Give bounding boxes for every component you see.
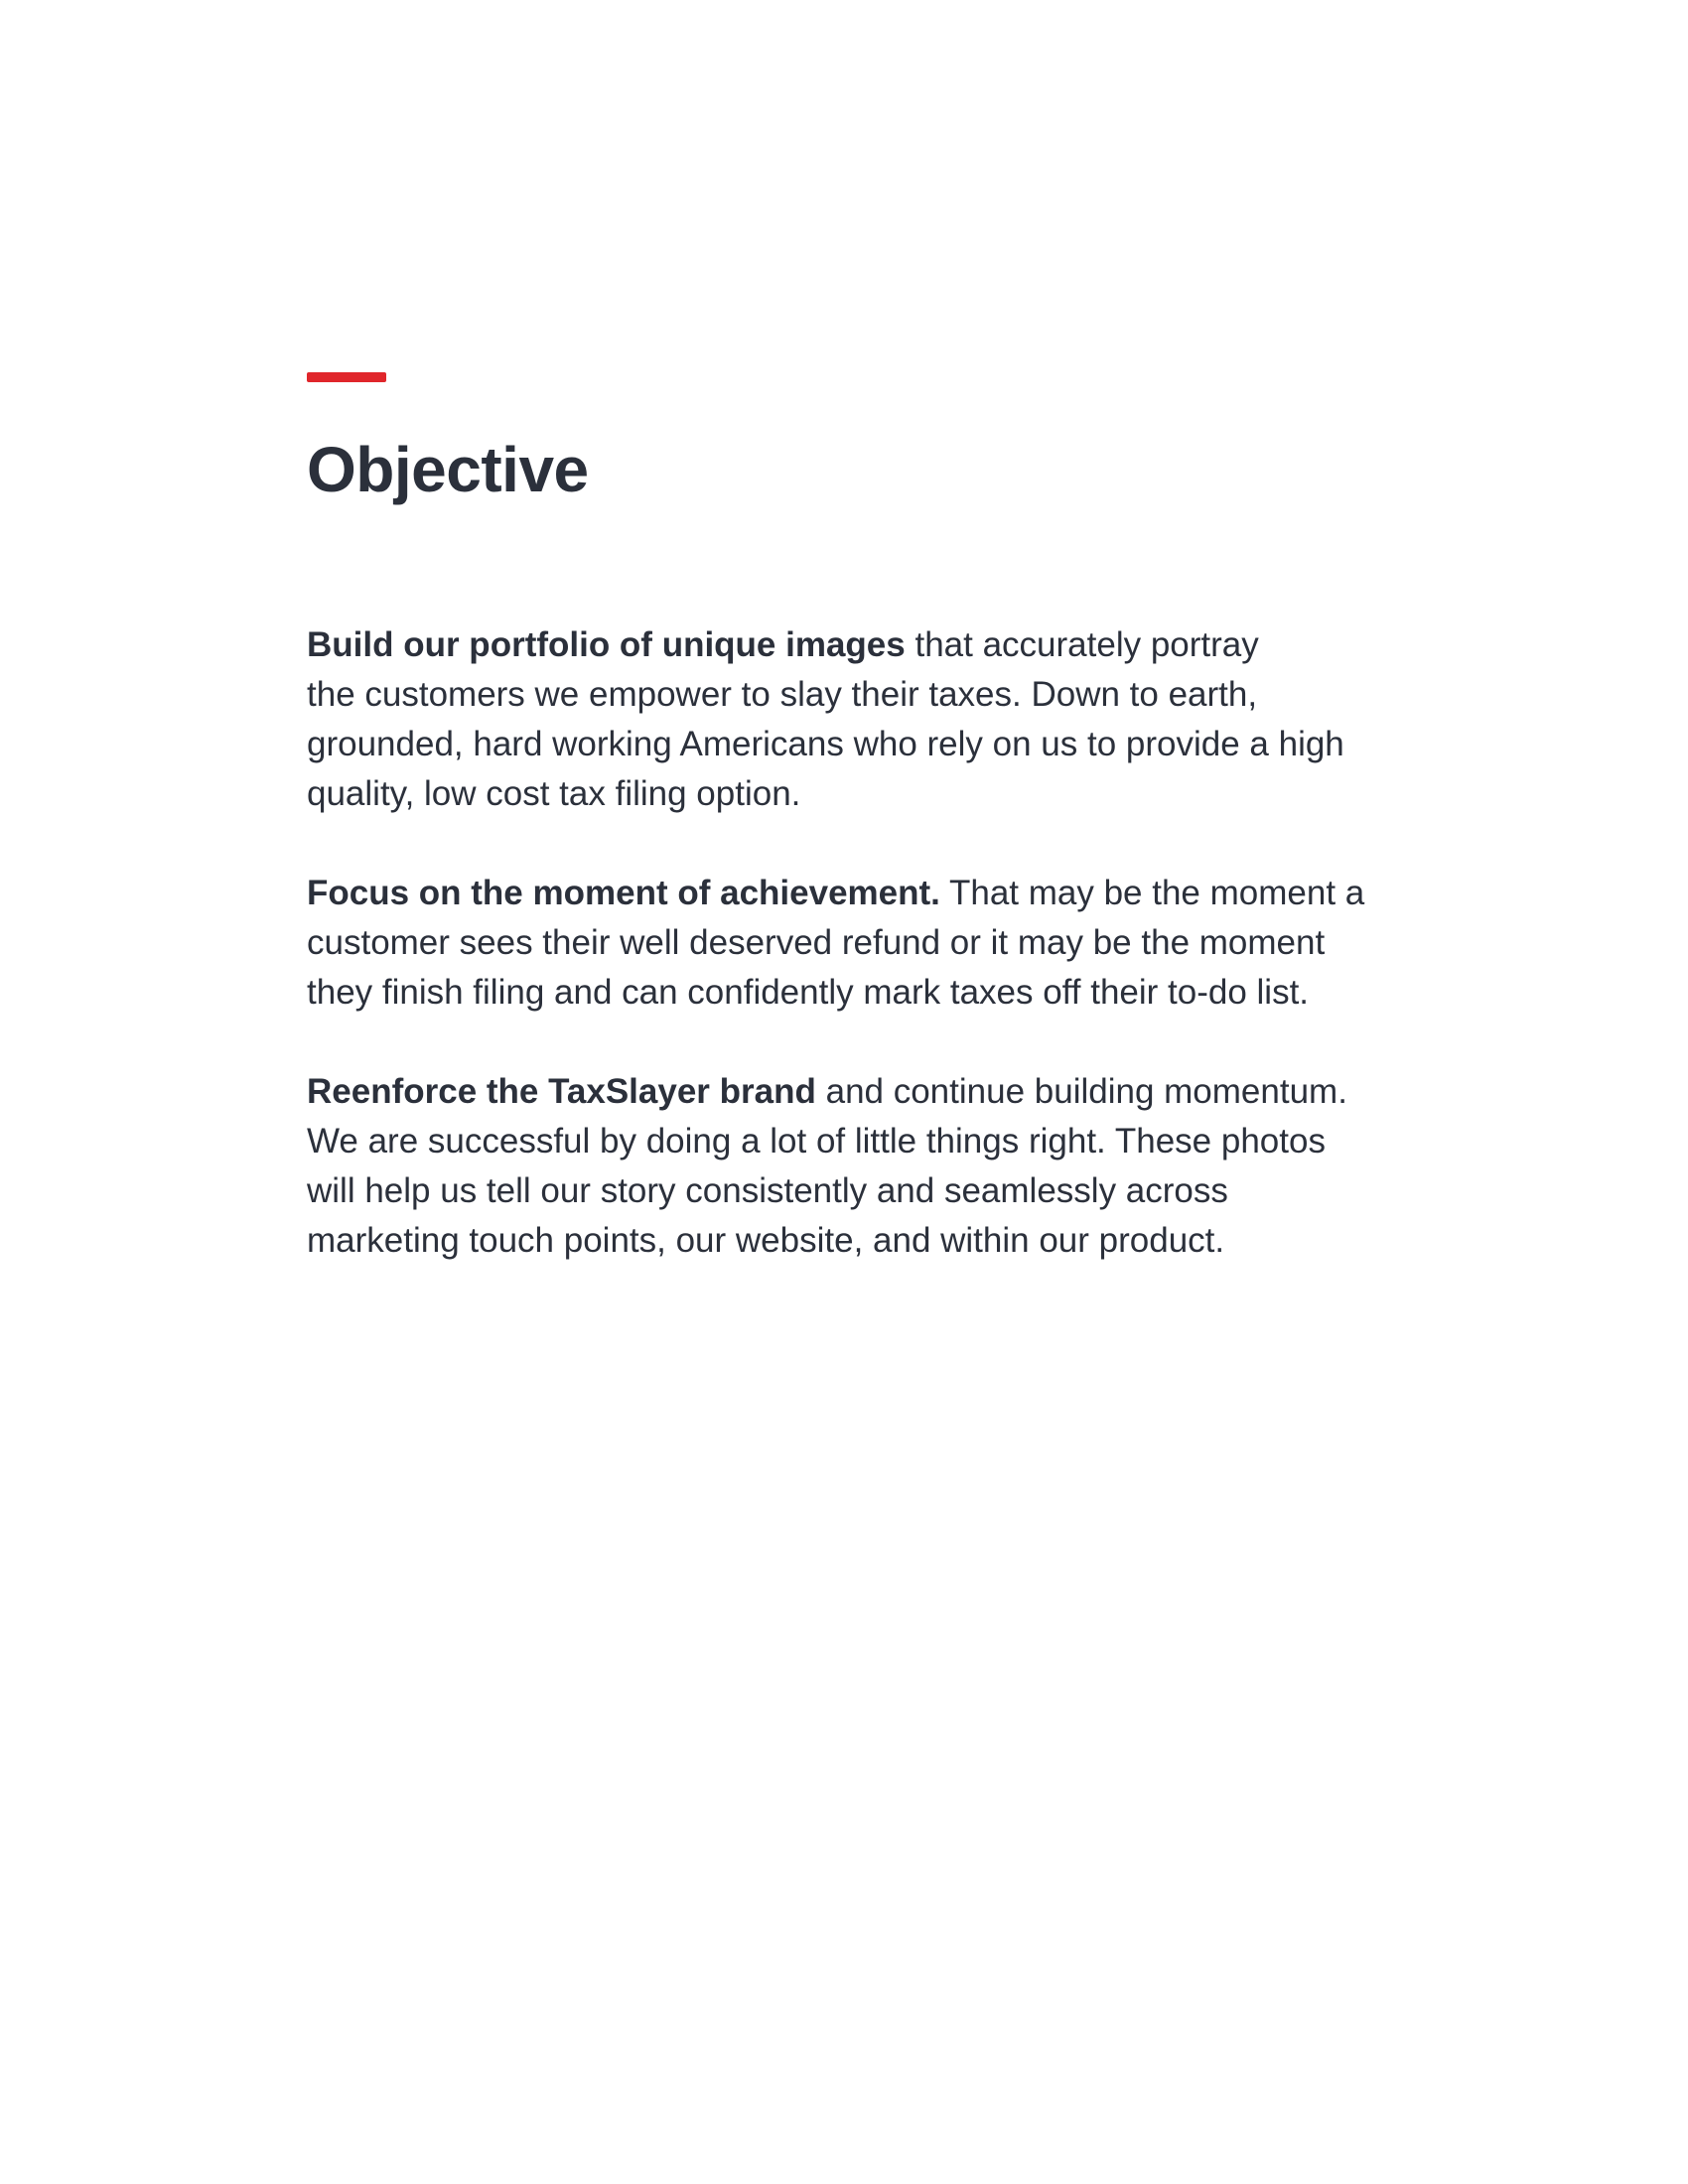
paragraph-line (307, 869, 1409, 918)
paragraph-text: that accurately portray (905, 625, 1259, 664)
page-title: Objective (307, 434, 589, 505)
paragraph-line: customer sees their well deserved refund or it may be the moment (307, 923, 1326, 962)
paragraph-line: marketing touch points, our website, and within our product. (307, 1221, 1225, 1260)
paragraph-brand (307, 1067, 1409, 1266)
paragraph-line: will help us tell our story consistently and seamlessly across (307, 1171, 1228, 1210)
paragraph-line: quality, low cost tax filing option. (307, 774, 801, 813)
paragraph-text: That may be the moment a (939, 874, 1365, 912)
accent-rule (307, 372, 386, 382)
paragraph-lead: Build our portfolio of unique images (307, 625, 906, 664)
paragraph-line (307, 1067, 1409, 1117)
body-copy (307, 620, 1409, 1315)
paragraph-line: they finish filing and can confidently mark taxes off their to-do list. (307, 973, 1310, 1012)
paragraph-line (307, 620, 1409, 670)
paragraph-portfolio (307, 620, 1409, 819)
paragraph-lead: Reenforce the TaxSlayer brand (307, 1072, 816, 1111)
paragraph-line: We are successful by doing a lot of little things right. These photos (307, 1122, 1326, 1160)
paragraph-lead: Focus on the moment of achievement. (307, 874, 940, 912)
paragraph-line: grounded, hard working Americans who rely on us to provide a high (307, 725, 1344, 763)
paragraph-text: and continue building momentum. (815, 1072, 1347, 1111)
paragraph-achievement (307, 869, 1409, 1018)
paragraph-line: the customers we empower to slay their taxes. Down to earth, (307, 675, 1258, 714)
